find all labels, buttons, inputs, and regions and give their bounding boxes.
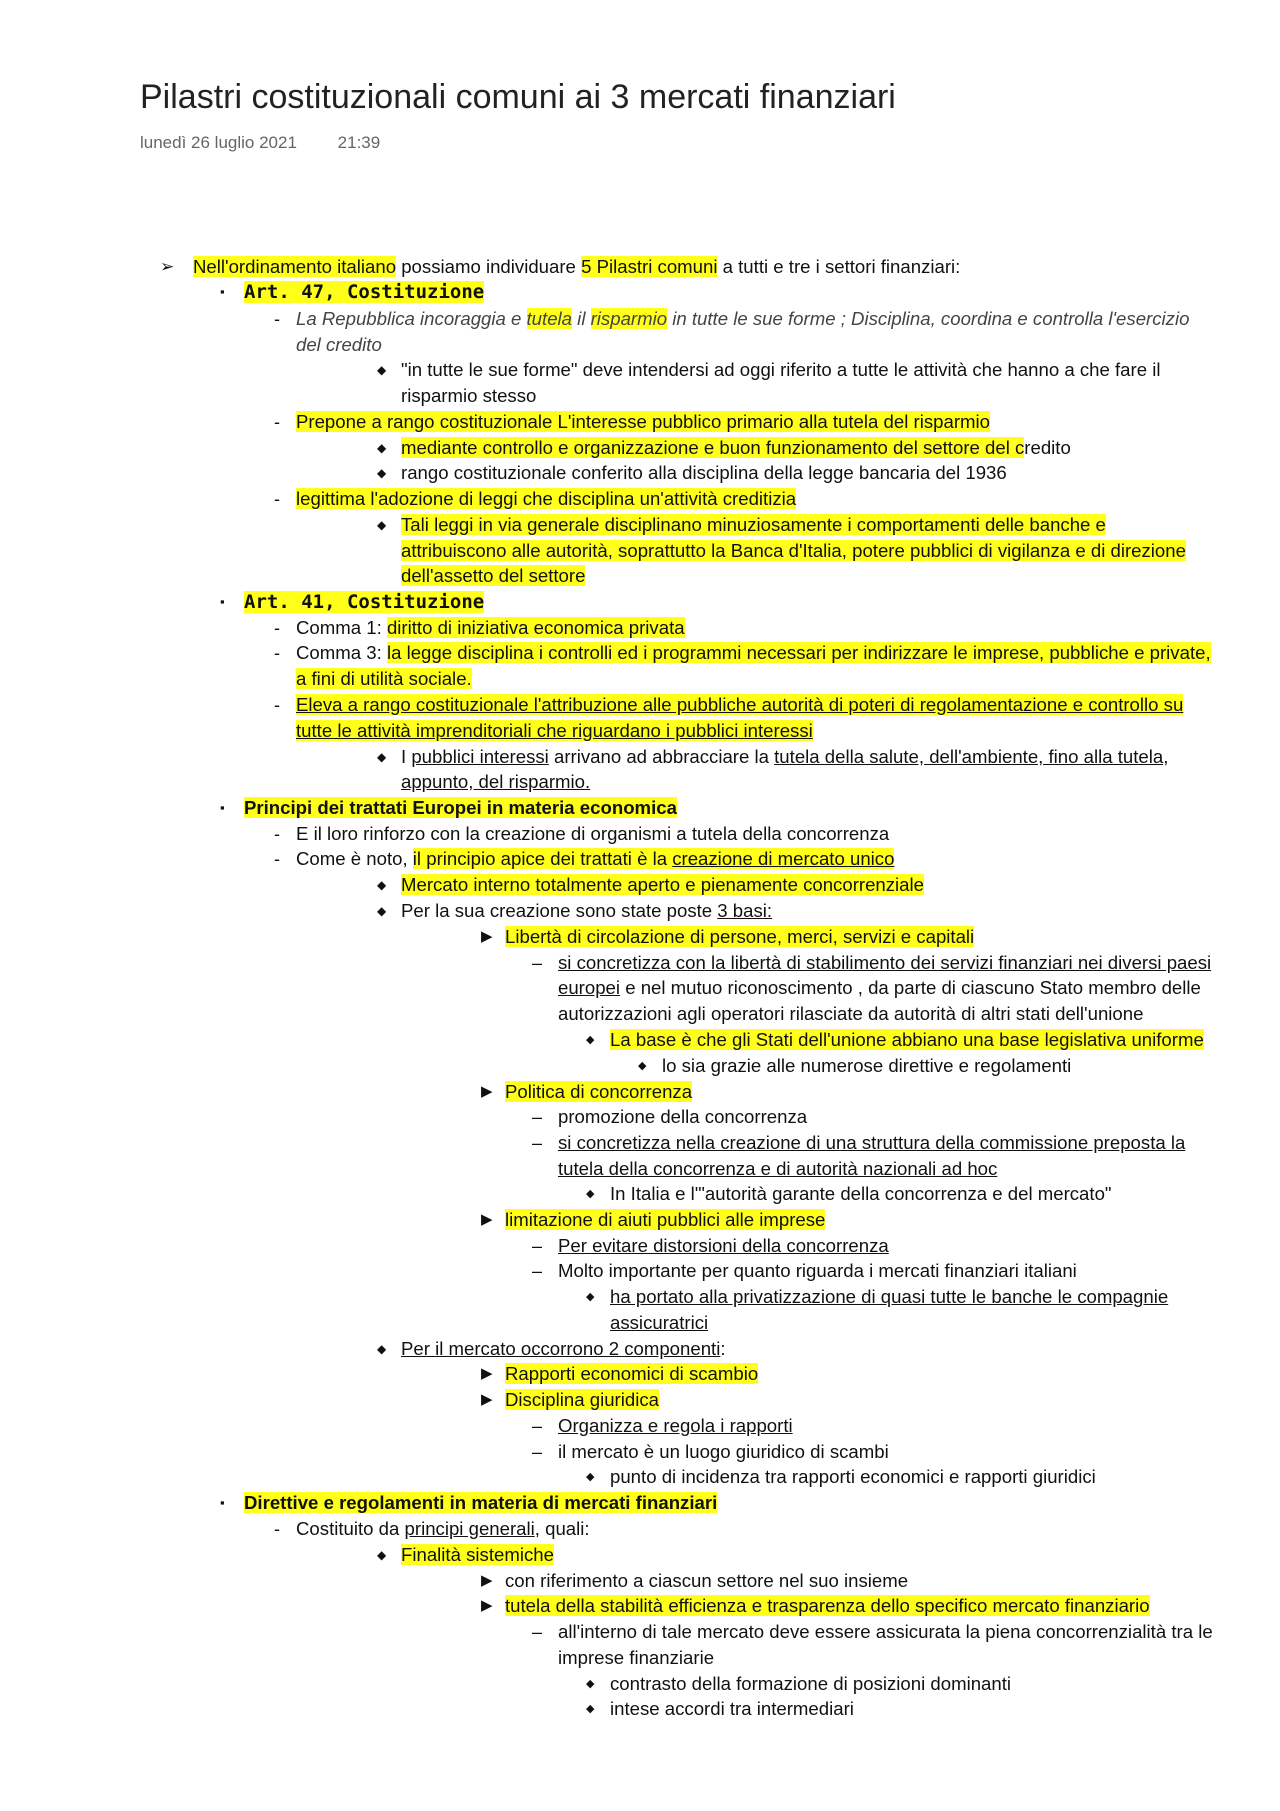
small-diamond-bullet-icon: ◆ (586, 1188, 595, 1200)
dash-bullet-icon: - (274, 695, 280, 715)
small-diamond-bullet-icon: ◆ (586, 1291, 595, 1303)
note-line (558, 1001, 1143, 1027)
note-line (610, 1310, 708, 1336)
page-title: Pilastri costituzionali comuni ai 3 mercati finanziari (140, 78, 896, 116)
note-text: il (572, 308, 591, 329)
small-diamond-bullet-icon: ◆ (638, 1060, 647, 1072)
endash-bullet-icon: – (532, 1442, 543, 1462)
note-line (505, 924, 974, 950)
note-line (505, 1361, 758, 1387)
note-line (296, 486, 796, 512)
note-text: risparmio (590, 308, 668, 329)
note-line (558, 1413, 793, 1439)
page-date: lunedì 26 luglio 2021 (140, 133, 297, 152)
triangle-bullet-icon: ▶ (481, 1572, 493, 1589)
endash-bullet-icon: – (532, 1261, 543, 1281)
note-line (558, 1258, 1077, 1284)
note-text: diritto di iniziativa economica privata (386, 617, 685, 638)
note-text: "in tutte le sue forme" deve intendersi ad oggi riferito a tutte le attività che hanno a che fare il (401, 359, 1161, 380)
note-line (610, 1671, 1011, 1697)
diamond-bullet-icon: ◆ (377, 878, 387, 892)
note-text: In Italia e l'"autorità garante della concorrenza e del mercato" (610, 1183, 1112, 1204)
note-text: autorizzazioni agli operatori rilasciate da autorità di altri stati dell'unione (558, 1003, 1144, 1024)
note-line (296, 846, 894, 872)
note-text: pubblici interessi (411, 746, 549, 767)
endash-bullet-icon: – (532, 1107, 543, 1127)
note-line (505, 1593, 1150, 1619)
note-text: redito (1024, 437, 1071, 458)
note-line (401, 460, 1007, 486)
diamond-bullet-icon: ◆ (377, 1548, 387, 1562)
note-text: , quali: (534, 1518, 590, 1539)
note-line (610, 1696, 854, 1722)
note-text: legittima l'adozione di leggi che disciplina un'attività creditizia (296, 488, 797, 509)
note-text: assicuratrici (610, 1312, 709, 1333)
note-text: Per il mercato occorrono 2 componenti (401, 1338, 721, 1359)
note-text: Mercato interno totalmente aperto e pienamente concorrenziale (401, 874, 924, 895)
note-line (610, 1464, 1096, 1490)
note-text: Prepone a rango costituzionale L'interesse pubblico primario alla tutela del risparmio (296, 411, 990, 432)
note-line (401, 872, 924, 898)
diamond-bullet-icon: ◆ (377, 518, 387, 532)
note-text: attribuiscono alle autorità, soprattutto la Banca d'Italia, potere pubblici di vigilanza e di direzione (401, 540, 1186, 561)
note-text: principi generali (404, 1518, 535, 1539)
note-line (296, 692, 1183, 718)
note-line (244, 589, 484, 615)
note-text: dell'assetto del settore (401, 565, 586, 586)
note-line (244, 279, 484, 305)
note-line (296, 640, 1211, 666)
endash-bullet-icon: – (532, 953, 543, 973)
note-text: I (401, 746, 412, 767)
note-text: tutela (526, 308, 573, 329)
note-line (505, 1387, 659, 1413)
note-line (558, 1130, 1185, 1156)
note-line (558, 1233, 889, 1259)
note-text: limitazione di aiuti pubblici alle imprese (505, 1209, 826, 1230)
note-text: risparmio stesso (401, 385, 537, 406)
note-line (558, 950, 1211, 976)
note-text: Eleva a rango costituzionale l'attribuzione alle pubbliche autorità di poteri di regolamentazione e controllo su (296, 694, 1184, 715)
note-text: la legge disciplina i controlli ed i programmi necessari per indirizzare le imprese, pubbliche e private, (386, 642, 1211, 663)
arrow-bullet-icon: ➢ (160, 257, 175, 276)
note-text: Comma 3: (296, 642, 387, 663)
endash-bullet-icon: – (532, 1133, 543, 1153)
note-text: tutte le attività imprenditoriali che riguardano i pubblici interessi (296, 720, 813, 741)
note-line (296, 615, 685, 641)
note-text: Finalità sistemiche (401, 1544, 554, 1565)
small-diamond-bullet-icon: ◆ (586, 1471, 595, 1483)
square-bullet-icon: ▪ (220, 284, 225, 299)
note-text: Tali leggi in via generale disciplinano minuziosamente i comportamenti delle banche e (401, 514, 1106, 535)
note-line (558, 1156, 997, 1182)
note-line (505, 1568, 908, 1594)
note-text: intese accordi tra intermediari (610, 1698, 854, 1719)
note-line (401, 1336, 726, 1362)
note-text: in tutte le sue forme ; Disciplina, coordina e controlla l'esercizio (667, 308, 1190, 329)
diamond-bullet-icon: ◆ (377, 441, 387, 455)
triangle-bullet-icon: ▶ (481, 1365, 493, 1382)
note-text: Disciplina giuridica (505, 1389, 659, 1410)
note-text: Molto importante per quanto riguarda i mercati finanziari italiani (558, 1260, 1077, 1281)
note-text: Libertà di circolazione di persone, merci, servizi e capitali (505, 926, 975, 947)
note-text: punto di incidenza tra rapporti economici e rapporti giuridici (610, 1466, 1096, 1487)
dash-bullet-icon: - (274, 489, 280, 509)
note-line (401, 357, 1160, 383)
dash-bullet-icon: - (274, 618, 280, 638)
small-diamond-bullet-icon: ◆ (586, 1034, 595, 1046)
note-text: a fini di utilità sociale. (296, 668, 472, 689)
note-line (401, 769, 590, 795)
note-text: a tutti e tre i settori finanziari: (717, 256, 961, 277)
note-line (610, 1027, 1204, 1053)
note-text: all'interno di tale mercato deve essere assicurata la piena concorrenzialità tra le (558, 1621, 1213, 1642)
note-line (401, 538, 1186, 564)
note-text: si concretizza con la libertà di stabilimento dei servizi finanziari nei diversi paesi (558, 952, 1212, 973)
note-text: tutela della concorrenza e di autorità nazionali ad hoc (558, 1158, 998, 1179)
note-text: e nel mutuo riconoscimento , da parte di ciascuno Stato membro delle (620, 977, 1201, 998)
note-text: del credito (296, 334, 382, 355)
dash-bullet-icon: - (274, 1519, 280, 1539)
note-line (610, 1284, 1168, 1310)
page-time: 21:39 (337, 133, 381, 152)
note-line (505, 1079, 692, 1105)
small-diamond-bullet-icon: ◆ (586, 1678, 595, 1690)
note-text: La Repubblica incoraggia e (296, 308, 527, 329)
note-text: tutela della salute, dell'ambiente, fino alla tutela, (774, 746, 1169, 767)
triangle-bullet-icon: ▶ (481, 1211, 493, 1228)
note-line (610, 1181, 1112, 1207)
note-text: Direttive e regolamenti in materia di mercati finanziari (244, 1492, 718, 1513)
note-text: imprese finanziarie (558, 1647, 715, 1668)
note-line (558, 1645, 714, 1671)
note-line (244, 795, 677, 821)
diamond-bullet-icon: ◆ (377, 904, 387, 918)
diamond-bullet-icon: ◆ (377, 1342, 387, 1356)
note-text: rango costituzionale conferito alla disciplina della legge bancaria del 1936 (401, 462, 1007, 483)
note-text: appunto, del risparmio. (401, 771, 591, 792)
note-line (296, 666, 472, 692)
triangle-bullet-icon: ▶ (481, 928, 493, 945)
note-line (296, 306, 1189, 332)
triangle-bullet-icon: ▶ (481, 1391, 493, 1408)
note-text: creazione di mercato unico (672, 848, 895, 869)
note-text: ha portato alla privatizzazione di quasi tutte le banche le compagnie (610, 1286, 1169, 1307)
note-line (296, 332, 382, 358)
note-text: arrivano ad abbracciare la (548, 746, 775, 767)
note-text: Comma 1: (296, 617, 387, 638)
endash-bullet-icon: – (532, 1236, 543, 1256)
dash-bullet-icon: - (274, 849, 280, 869)
endash-bullet-icon: – (532, 1416, 543, 1436)
note-text: lo sia grazie alle numerose direttive e regolamenti (662, 1055, 1072, 1076)
triangle-bullet-icon: ▶ (481, 1597, 493, 1614)
note-text: promozione della concorrenza (558, 1106, 808, 1127)
note-text: Rapporti economici di scambio (505, 1363, 759, 1384)
note-text: contrasto della formazione di posizioni dominanti (610, 1673, 1012, 1694)
note-line (558, 1619, 1213, 1645)
note-text: si concretizza nella creazione di una struttura della commissione preposta la (558, 1132, 1186, 1153)
note-text: possiamo individuare (396, 256, 582, 277)
note-text: Per la sua creazione sono state poste (401, 900, 718, 921)
note-line (296, 821, 889, 847)
note-line (401, 512, 1106, 538)
note-line (401, 435, 1071, 461)
note-text: con riferimento a ciascun settore nel suo insieme (505, 1570, 909, 1591)
note-line (662, 1053, 1071, 1079)
note-text: Principi dei trattati Europei in materia economica (244, 797, 677, 818)
note-text: E il loro rinforzo con la creazione di organismi a tutela della concorrenza (296, 823, 890, 844)
note-text: Politica di concorrenza (505, 1081, 693, 1102)
note-line (558, 975, 1201, 1001)
diamond-bullet-icon: ◆ (377, 466, 387, 480)
square-bullet-icon: ▪ (220, 800, 225, 815)
note-text: : (720, 1338, 726, 1359)
note-line (401, 563, 585, 589)
note-line (505, 1207, 825, 1233)
square-bullet-icon: ▪ (220, 594, 225, 609)
dash-bullet-icon: - (274, 643, 280, 663)
dash-bullet-icon: - (274, 412, 280, 432)
dash-bullet-icon: - (274, 309, 280, 329)
note-text: il principio apice dei trattati è la (412, 848, 673, 869)
note-line (296, 409, 990, 435)
note-line (401, 744, 1168, 770)
note-line (296, 718, 813, 744)
note-line (401, 898, 772, 924)
note-line (558, 1104, 807, 1130)
triangle-bullet-icon: ▶ (481, 1083, 493, 1100)
endash-bullet-icon: – (532, 1622, 543, 1642)
note-text: La base è che gli Stati dell'unione abbiano una base legislativa uniforme (610, 1029, 1204, 1050)
note-line (401, 1542, 554, 1568)
diamond-bullet-icon: ◆ (377, 750, 387, 764)
diamond-bullet-icon: ◆ (377, 363, 387, 377)
note-text: Organizza e regola i rapporti (558, 1415, 793, 1436)
dash-bullet-icon: - (274, 824, 280, 844)
note-text: 3 basi: (717, 900, 773, 921)
note-text: Nell'ordinamento italiano (193, 256, 397, 277)
square-bullet-icon: ▪ (220, 1495, 225, 1510)
note-text: Art. 41, Costituzione (244, 591, 485, 613)
note-text: tutela della stabilità efficienza e trasparenza dello specifico mercato finanziario (505, 1595, 1150, 1616)
note-line (401, 383, 536, 409)
note-line (244, 1490, 717, 1516)
note-text: Per evitare distorsioni della concorrenza (558, 1235, 889, 1256)
note-text: il mercato è un luogo giuridico di scambi (558, 1441, 889, 1462)
note-line (558, 1439, 889, 1465)
note-text: mediante controllo e organizzazione e buon funzionamento del settore del c (401, 437, 1025, 458)
note-text: 5 Pilastri comuni (581, 256, 718, 277)
note-line (296, 1516, 590, 1542)
note-line (193, 254, 960, 280)
note-text: Come è noto, (296, 848, 413, 869)
note-text: Costituito da (296, 1518, 405, 1539)
note-text: europei (558, 977, 621, 998)
small-diamond-bullet-icon: ◆ (586, 1703, 595, 1715)
note-text: Art. 47, Costituzione (244, 281, 485, 303)
